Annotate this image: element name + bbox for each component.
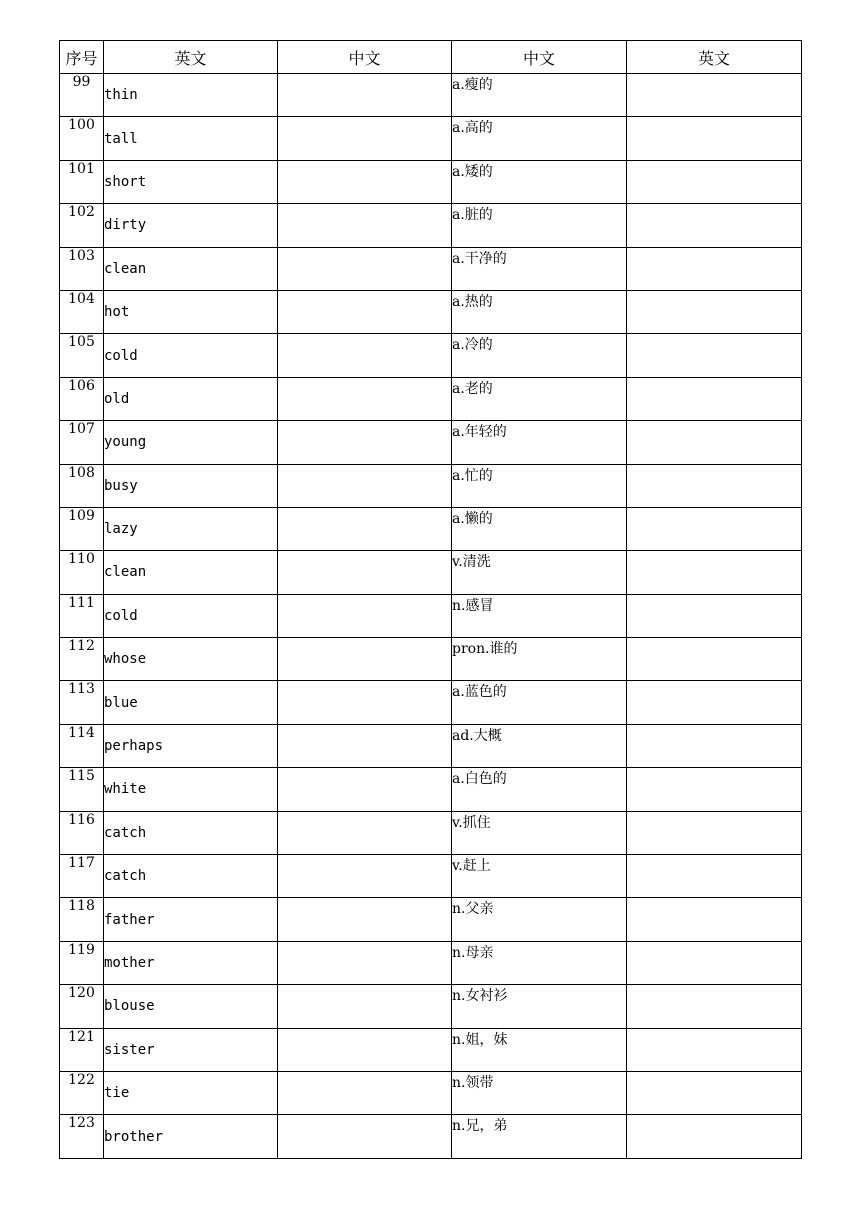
chinese-blank-cell[interactable] [278,507,452,550]
chinese-blank-cell[interactable] [278,811,452,854]
chinese-blank-cell[interactable] [278,551,452,594]
table-row [60,1071,802,1114]
english-word: sister [104,1028,278,1071]
chinese-blank-cell[interactable] [278,594,452,637]
table-row [60,638,802,681]
english-word: young [104,421,278,464]
chinese-meaning: n.兄，弟 [452,1115,627,1158]
table-row [60,551,802,594]
chinese-blank-cell[interactable] [278,855,452,898]
english-word: dirty [104,204,278,247]
header-chinese: 中文 [278,41,452,74]
header-english: 英文 [104,41,278,74]
english-word: cold [104,594,278,637]
row-number: 122 [60,1071,104,1114]
row-number: 106 [60,377,104,420]
english-word: mother [104,941,278,984]
english-word: hot [104,290,278,333]
chinese-blank-cell[interactable] [278,160,452,203]
vocabulary-table [59,40,802,1159]
chinese-blank-cell[interactable] [278,377,452,420]
table-row [60,898,802,941]
row-number: 107 [60,421,104,464]
chinese-meaning: a.老的 [452,377,627,420]
table-row [60,334,802,377]
table-row [60,811,802,854]
table-row [60,290,802,333]
table-row [60,681,802,724]
english-blank-cell[interactable] [627,160,802,203]
table-row [60,507,802,550]
table-row [60,594,802,637]
row-number: 113 [60,681,104,724]
header-english-2: 英文 [627,41,802,74]
english-word: catch [104,811,278,854]
english-blank-cell[interactable] [627,421,802,464]
row-number: 102 [60,204,104,247]
row-number: 114 [60,724,104,767]
english-word: thin [104,74,278,117]
chinese-blank-cell[interactable] [278,117,452,160]
row-number: 108 [60,464,104,507]
english-blank-cell[interactable] [627,290,802,333]
row-number: 105 [60,334,104,377]
chinese-meaning: a.热的 [452,290,627,333]
chinese-meaning: a.忙的 [452,464,627,507]
chinese-blank-cell[interactable] [278,898,452,941]
row-number: 111 [60,594,104,637]
row-number: 100 [60,117,104,160]
table-row [60,1028,802,1071]
english-word: catch [104,855,278,898]
english-blank-cell[interactable] [627,941,802,984]
chinese-blank-cell[interactable] [278,681,452,724]
english-word: white [104,768,278,811]
row-number: 99 [60,74,104,117]
chinese-blank-cell[interactable] [278,464,452,507]
table-row [60,117,802,160]
english-word: short [104,160,278,203]
chinese-blank-cell[interactable] [278,290,452,333]
chinese-blank-cell[interactable] [278,1115,452,1158]
english-blank-cell[interactable] [627,855,802,898]
chinese-meaning: pron.谁的 [452,638,627,681]
chinese-blank-cell[interactable] [278,421,452,464]
row-number: 118 [60,898,104,941]
chinese-meaning: v.清洗 [452,551,627,594]
table-row [60,464,802,507]
chinese-meaning: a.脏的 [452,204,627,247]
english-blank-cell[interactable] [627,334,802,377]
row-number: 110 [60,551,104,594]
english-word: tall [104,117,278,160]
table-row [60,204,802,247]
row-number: 119 [60,941,104,984]
row-number: 112 [60,638,104,681]
english-blank-cell[interactable] [627,811,802,854]
english-blank-cell[interactable] [627,1071,802,1114]
table-row [60,1115,802,1158]
table-row [60,855,802,898]
chinese-blank-cell[interactable] [278,74,452,117]
chinese-meaning: n.感冒 [452,594,627,637]
table-row [60,247,802,290]
english-word: brother [104,1115,278,1158]
row-number: 101 [60,160,104,203]
english-word: clean [104,247,278,290]
chinese-blank-cell[interactable] [278,1071,452,1114]
row-number: 116 [60,811,104,854]
row-number: 123 [60,1115,104,1158]
chinese-meaning: v.赶上 [452,855,627,898]
table-row [60,74,802,117]
english-blank-cell[interactable] [627,117,802,160]
vocabulary-rows [60,74,802,1159]
english-blank-cell[interactable] [627,507,802,550]
table-row [60,421,802,464]
english-blank-cell[interactable] [627,464,802,507]
chinese-meaning: a.白色的 [452,768,627,811]
english-word: whose [104,638,278,681]
english-word: father [104,898,278,941]
english-blank-cell[interactable] [627,768,802,811]
chinese-blank-cell[interactable] [278,638,452,681]
english-blank-cell[interactable] [627,74,802,117]
chinese-meaning: n.姐，妹 [452,1028,627,1071]
row-number: 103 [60,247,104,290]
english-word: blue [104,681,278,724]
chinese-blank-cell[interactable] [278,724,452,767]
table-row [60,724,802,767]
header-row [60,41,802,74]
english-word: blouse [104,985,278,1028]
chinese-meaning: n.父亲 [452,898,627,941]
table-row [60,160,802,203]
row-number: 109 [60,507,104,550]
chinese-meaning: a.蓝色的 [452,681,627,724]
row-number: 120 [60,985,104,1028]
chinese-meaning: n.女衬衫 [452,985,627,1028]
english-blank-cell[interactable] [627,377,802,420]
chinese-meaning: n.领带 [452,1071,627,1114]
chinese-meaning: n.母亲 [452,941,627,984]
english-blank-cell[interactable] [627,681,802,724]
chinese-blank-cell[interactable] [278,985,452,1028]
english-blank-cell[interactable] [627,594,802,637]
chinese-blank-cell[interactable] [278,204,452,247]
table-row [60,941,802,984]
chinese-meaning: a.矮的 [452,160,627,203]
english-blank-cell[interactable] [627,724,802,767]
row-number: 117 [60,855,104,898]
chinese-meaning: ad.大概 [452,724,627,767]
english-blank-cell[interactable] [627,898,802,941]
header-index: 序号 [60,41,104,74]
chinese-meaning: a.干净的 [452,247,627,290]
chinese-blank-cell[interactable] [278,334,452,377]
row-number: 115 [60,768,104,811]
table-row [60,377,802,420]
english-blank-cell[interactable] [627,247,802,290]
chinese-meaning: a.冷的 [452,334,627,377]
english-blank-cell[interactable] [627,551,802,594]
english-word: lazy [104,507,278,550]
english-word: old [104,377,278,420]
row-number: 121 [60,1028,104,1071]
chinese-meaning: a.年轻的 [452,421,627,464]
english-word: cold [104,334,278,377]
english-word: busy [104,464,278,507]
english-blank-cell[interactable] [627,638,802,681]
chinese-meaning: v.抓住 [452,811,627,854]
chinese-blank-cell[interactable] [278,941,452,984]
row-number: 104 [60,290,104,333]
header-chinese-2: 中文 [452,41,627,74]
english-blank-cell[interactable] [627,1028,802,1071]
english-word: clean [104,551,278,594]
table-row [60,768,802,811]
chinese-blank-cell[interactable] [278,247,452,290]
chinese-blank-cell[interactable] [278,768,452,811]
english-word: tie [104,1071,278,1114]
table-row [60,985,802,1028]
english-blank-cell[interactable] [627,985,802,1028]
chinese-meaning: a.高的 [452,117,627,160]
chinese-blank-cell[interactable] [278,1028,452,1071]
english-blank-cell[interactable] [627,1115,802,1158]
chinese-meaning: a.懒的 [452,507,627,550]
chinese-meaning: a.瘦的 [452,74,627,117]
english-word: perhaps [104,724,278,767]
english-blank-cell[interactable] [627,204,802,247]
